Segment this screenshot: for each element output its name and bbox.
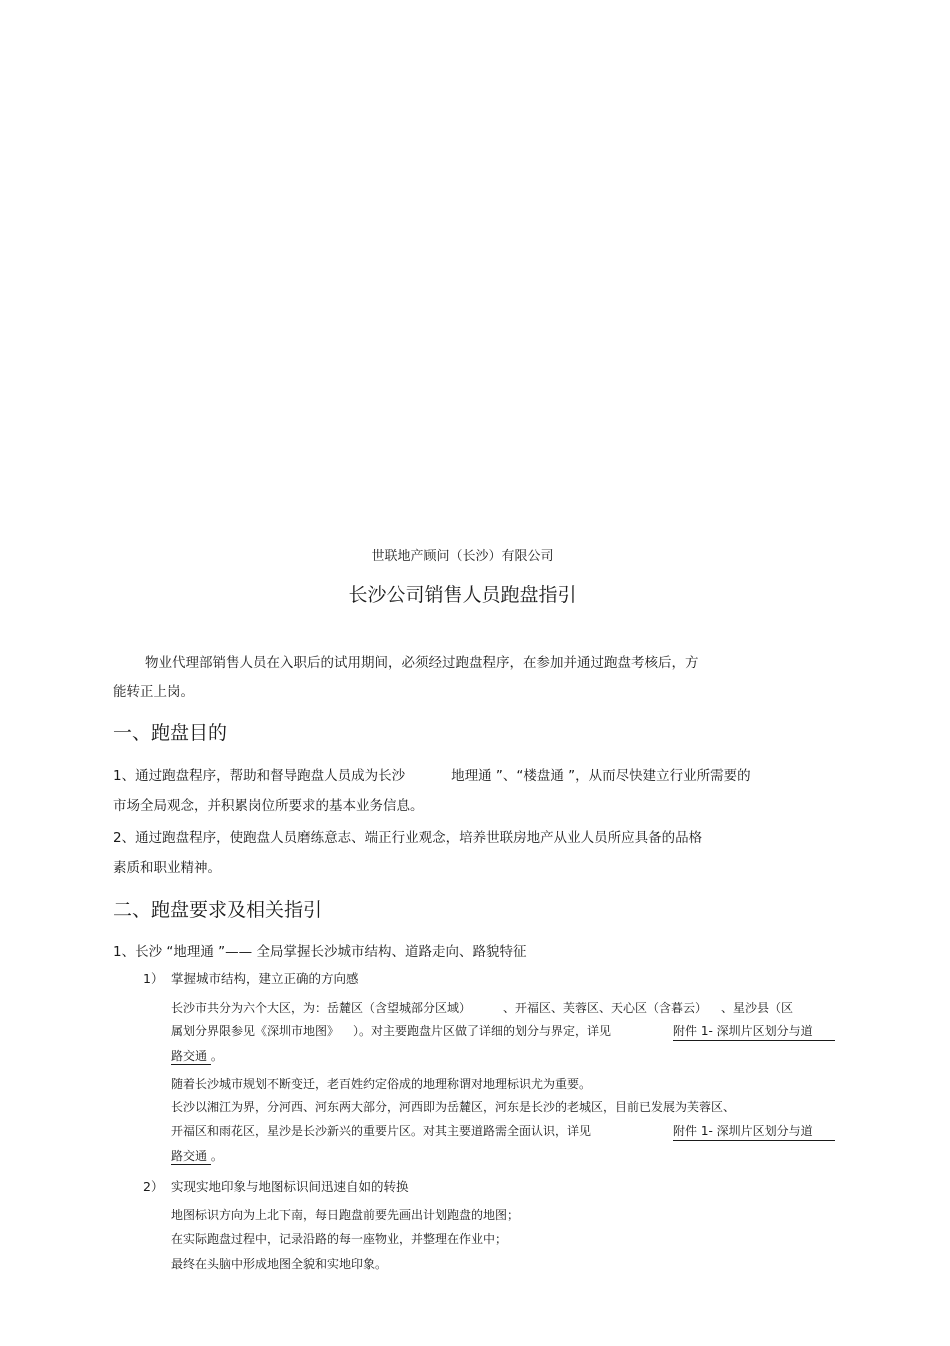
sub-1-line-5: 长沙以湘江为界，分河西、河东两大部分，河西即为岳麓区，河东是长沙的老城区，目前已发展为芙蓉区、 (171, 1100, 736, 1114)
document-title: 长沙公司销售人员跑盘指引 (348, 584, 577, 606)
sub-1-line-2-a: 属划分界限参见《深圳市地图》 (171, 1024, 340, 1038)
sub-2-number: 2） (143, 1179, 164, 1194)
sub-1-line-7-end: 。 (210, 1149, 223, 1163)
sub-1-line-7 (171, 1147, 223, 1164)
sub-1-line-1 (171, 999, 793, 1016)
sub-1-line-3 (171, 1047, 223, 1064)
attachment-1-link-2-cont[interactable]: 路交通 (171, 1149, 211, 1163)
section-1-para-1-line-2: 市场全局观念，并积累岗位所要求的基本业务信息。 (113, 798, 424, 814)
sub-1-line-6: 开福区和雨花区，星沙是长沙新兴的重要片区。对其主要道路需全面认识，详见 (171, 1124, 592, 1138)
attachment-1-link-2[interactable]: 附件 1- 深圳片区划分与道 (673, 1122, 835, 1141)
sub-1-line-2 (171, 1022, 611, 1039)
sub-2-line-1: 地图标识方向为上北下南，每日跑盘前要先画出计划跑盘的地图； (171, 1208, 520, 1222)
intro-line-1: 物业代理部销售人员在入职后的试用期间，必须经过跑盘程序，在参加并通过跑盘考核后，方 (145, 655, 699, 671)
section-2-heading: 二、跑盘要求及相关指引 (113, 899, 323, 921)
sub-2-line-3: 最终在头脑中形成地图全貌和实地印象。 (171, 1257, 388, 1271)
section-1-para-2-line-2: 素质和职业精神。 (113, 860, 221, 876)
intro-line-2: 能转正上岗。 (113, 684, 194, 700)
para-1-text-b: 地理通 ”、“楼盘通 ”，从而尽快建立行业所需要的 (451, 768, 751, 784)
sub-1-title: 掌握城市结构，建立正确的方向感 (171, 971, 359, 986)
section-1-heading: 一、跑盘目的 (113, 722, 228, 744)
sub-1-line-1-b: 、开福区、芙蓉区、天心区（含暮云） (503, 1001, 708, 1015)
sub-2-title: 实现实地印象与地图标识间迅速自如的转换 (171, 1179, 409, 1194)
sub-1-line-4: 随着长沙城市规划不断变迁，老百姓约定俗成的地理称谓对地理标识尤为重要。 (171, 1077, 592, 1091)
section-1-para-1-line-1 (113, 764, 751, 784)
sub-1-line-1-c: 、星沙县（区 (721, 1001, 794, 1015)
section-1-para-2-line-1: 2、通过跑盘程序，使跑盘人员磨练意志、端正行业观念，培养世联房地产从业人员所应具备的品格 (113, 830, 703, 846)
sub-1-line-1-a: 长沙市共分为六个大区，为：岳麓区（含望城部分区域） (171, 1001, 472, 1015)
company-name: 世联地产顾问（长沙）有限公司 (371, 549, 554, 564)
para-1-text-a: 1、通过跑盘程序，帮助和督导跑盘人员成为长沙 (113, 768, 406, 784)
sub-1-number: 1） (143, 971, 164, 986)
attachment-1-link[interactable]: 附件 1- 深圳片区划分与道 (673, 1022, 835, 1041)
section-2-item-1: 1、长沙 “地理通 ”—— 全局掌握长沙城市结构、道路走向、路貌特征 (113, 944, 527, 960)
sub-1-line-3-end: 。 (210, 1049, 223, 1063)
attachment-1-link-cont[interactable]: 路交通 (171, 1049, 211, 1063)
sub-1-line-2-b: ）。对主要跑盘片区做了详细的划分与界定，详见 (353, 1024, 612, 1038)
sub-2-line-2: 在实际跑盘过程中，记录沿路的每一座物业，并整理在作业中； (171, 1232, 508, 1246)
